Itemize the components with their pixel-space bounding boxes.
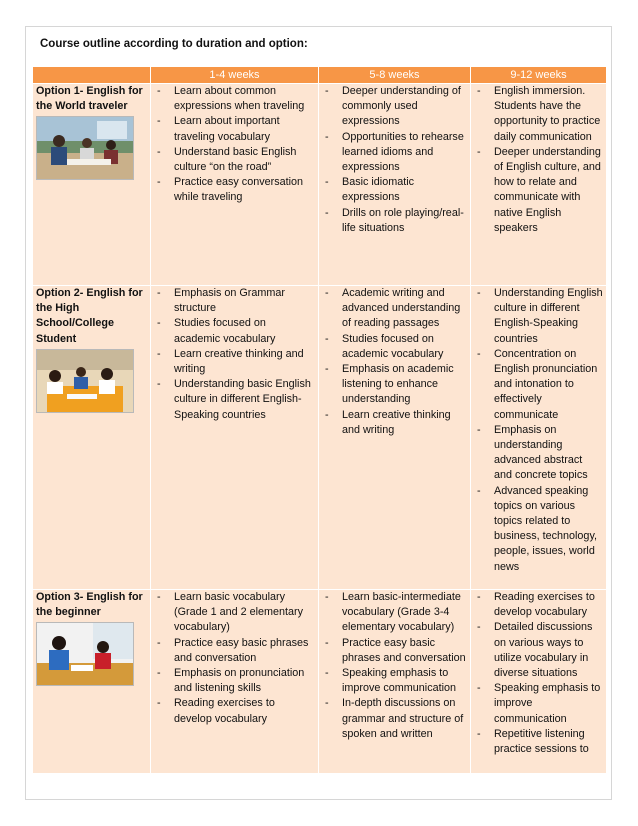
weeks-9-12-cell bbox=[471, 590, 607, 774]
list-item: - Drills on role playing/real-life situations bbox=[325, 206, 464, 234]
course-outline-table bbox=[32, 66, 607, 774]
list-item: - Opportunities to rehearse learned idioms and expressions bbox=[325, 130, 464, 174]
list-item: - Deeper understanding of commonly used expressions bbox=[325, 85, 461, 128]
list-item: - Detailed discussions on various ways to utilize vocabulary in diverse situations bbox=[477, 621, 593, 680]
header-1-4-weeks: 1-4 weeks bbox=[151, 67, 319, 84]
list-item: - Practice easy basic phrases and conversation bbox=[325, 636, 466, 664]
list-item: - Emphasis on academic listening to enhance understanding bbox=[325, 363, 454, 406]
weeks-9-12-cell bbox=[471, 84, 607, 286]
list-item: - Emphasis on Grammar structure bbox=[157, 287, 286, 315]
list-item: - Studies focused on academic vocabulary bbox=[157, 317, 276, 345]
list-item: - Repetitive listening practice sessions to bbox=[477, 727, 589, 756]
list-item: - Reading exercises to develop vocabulary bbox=[157, 697, 275, 725]
students-table-photo bbox=[36, 349, 134, 413]
list-item: - Understand basic English culture “on the road” bbox=[157, 145, 297, 174]
list-item: - Learn about important traveling vocabulary bbox=[157, 115, 280, 143]
list-item: - Learn basic-intermediate vocabulary (Grade 3-4 elementary vocabulary) bbox=[325, 591, 461, 634]
header-5-8-weeks: 5-8 weeks bbox=[319, 67, 471, 84]
list-item: - Emphasis on understanding advanced abstract and concrete topics bbox=[477, 423, 588, 482]
option-cell bbox=[33, 590, 151, 774]
list-item: - Deeper understanding of English culture, and how to relate and communicate with native English speakers bbox=[477, 145, 601, 234]
option-title: Option 2- English for the High School/College Student bbox=[36, 287, 143, 345]
list-item: - Understanding English culture in different English-Speaking countries bbox=[477, 287, 603, 345]
option-cell bbox=[33, 84, 151, 286]
list-item: - Learn creative thinking and writing bbox=[157, 347, 304, 376]
list-item: - Learn creative thinking and writing bbox=[325, 408, 451, 436]
list-item: - Practice easy basic phrases and conversation bbox=[157, 636, 309, 664]
weeks-1-4-cell bbox=[151, 286, 319, 590]
list-item: - Practice easy conversation while traveling bbox=[157, 176, 304, 204]
option-title: Option 3- English for the beginner bbox=[36, 591, 143, 619]
header-empty-cell bbox=[33, 67, 151, 84]
list-item: - Speaking emphasis to improve communication bbox=[325, 667, 457, 695]
list-item: - Learn basic vocabulary (Grade 1 and 2 elementary vocabulary) bbox=[157, 591, 304, 634]
weeks-5-8-cell bbox=[319, 590, 471, 774]
weeks-9-12-cell bbox=[471, 286, 607, 590]
list-item: - Reading exercises to develop vocabulary bbox=[477, 591, 595, 619]
tutoring-desk-photo bbox=[36, 622, 134, 686]
list-item: - Advanced speaking topics on various topics related to business, technology, people, issues, world news bbox=[477, 484, 598, 573]
list-item: - In-depth discussions on grammar and structure of spoken and written bbox=[325, 697, 464, 740]
table-row bbox=[33, 84, 607, 286]
weeks-1-4-cell bbox=[151, 84, 319, 286]
weeks-1-4-cell bbox=[151, 590, 319, 774]
weeks-5-8-cell bbox=[319, 286, 471, 590]
list-item: - Learn about common expressions when traveling bbox=[157, 85, 305, 113]
option-title: Option 1- English for the World traveler bbox=[36, 85, 143, 113]
list-item: - English immersion. Students have the opportunity to practice daily communication bbox=[477, 85, 601, 143]
table-row bbox=[33, 590, 607, 774]
list-item: - Basic idiomatic expressions bbox=[325, 176, 415, 204]
header-9-12-weeks: 9-12 weeks bbox=[471, 67, 607, 84]
list-item: - Emphasis on pronunciation and listening skills bbox=[157, 667, 305, 695]
page-title: Course outline according to duration and option: bbox=[40, 38, 308, 50]
table-row bbox=[33, 286, 607, 590]
list-item: - Concentration on English pronunciation and intonation to effectively communicate bbox=[477, 347, 598, 421]
option-cell bbox=[33, 286, 151, 590]
list-item: - Understanding basic English culture in different English-Speaking countries bbox=[157, 378, 311, 421]
list-item: - Studies focused on academic vocabulary bbox=[325, 332, 444, 360]
table-header-row bbox=[33, 67, 607, 84]
weeks-5-8-cell bbox=[319, 84, 471, 286]
list-item: - Academic writing and advanced understanding of reading passages bbox=[325, 287, 461, 330]
travelers-classroom-photo bbox=[36, 116, 134, 180]
list-item: - Speaking emphasis to improve communication bbox=[477, 682, 601, 725]
